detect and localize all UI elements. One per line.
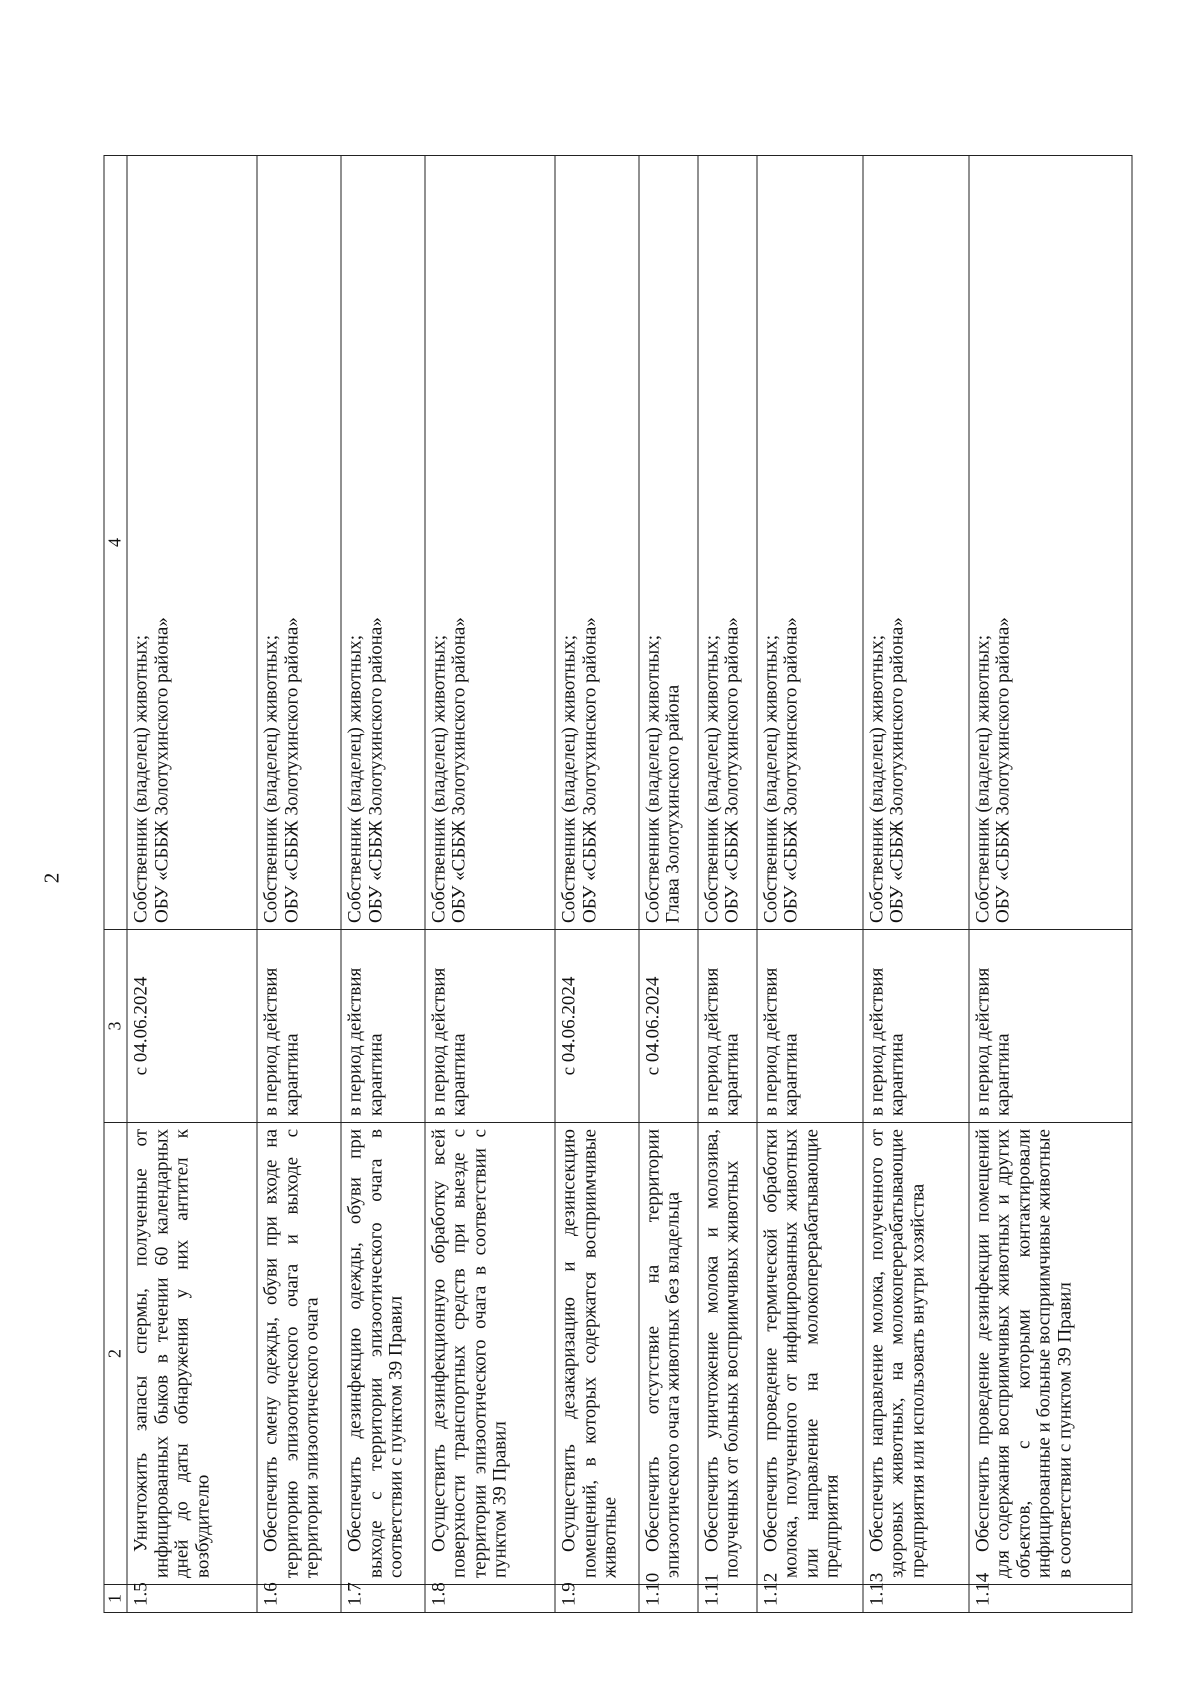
table-row — [425, 156, 555, 1613]
row-date: с 04.06.2024 — [555, 930, 639, 1123]
row-responsible — [757, 156, 863, 930]
table-row — [341, 156, 425, 1613]
row-number: 1.14 — [969, 1585, 1132, 1613]
responsible-line: Собственник (владелец) животных; — [642, 635, 664, 923]
responsible-line: Собственник (владелец) животных; — [701, 635, 723, 923]
row-action: Обеспечить проведение термической обработки молока, полученного от инфицированных животных или направление на молокоперерабатывающие предприятия — [757, 1123, 863, 1585]
row-action: Обеспечить дезинфекцию одежды, обуви при выходе с территории эпизоотического очага в соответствии с пунктом 39 Правил — [341, 1123, 425, 1585]
row-responsible — [555, 156, 639, 930]
row-responsible — [698, 156, 757, 930]
responsible-line: Собственник (владелец) животных; — [972, 635, 994, 923]
row-action: Обеспечить направление молока, полученного от здоровых животных, на молокоперерабатывающие предприятия или использовать внутри хозяйства — [863, 1123, 969, 1585]
responsible-line: ОБУ «СББЖ Золотухинского района» — [365, 617, 387, 923]
row-number: 1.11 — [698, 1585, 757, 1613]
row-responsible — [969, 156, 1132, 930]
row-date: в период действия карантина — [969, 930, 1132, 1123]
row-date: в период действия карантина — [863, 930, 969, 1123]
responsible-line: ОБУ «СББЖ Золотухинского района» — [886, 617, 908, 923]
row-date: с 04.06.2024 — [127, 930, 257, 1123]
responsible-line: Собственник (владелец) животных; — [428, 635, 450, 923]
table-row — [698, 156, 757, 1613]
row-number: 1.5 — [127, 1585, 257, 1613]
row-responsible — [341, 156, 425, 930]
row-number: 1.6 — [257, 1585, 341, 1613]
row-number: 1.9 — [555, 1585, 639, 1613]
row-action: Обеспечить отсутствие на территории эпизоотического очага животных без владельца — [639, 1123, 698, 1585]
table-row — [127, 156, 257, 1613]
row-responsible — [639, 156, 698, 930]
responsible-line: ОБУ «СББЖ Золотухинского района» — [448, 617, 470, 923]
header-col-3: 3 — [104, 930, 127, 1123]
row-responsible — [127, 156, 257, 930]
row-date: в период действия карантина — [757, 930, 863, 1123]
responsible-line: Собственник (владелец) животных; — [866, 635, 888, 923]
row-date: в период действия карантина — [698, 930, 757, 1123]
header-col-1: 1 — [104, 1585, 127, 1613]
responsible-line: Собственник (владелец) животных; — [344, 635, 366, 923]
responsible-line: Собственник (владелец) животных; — [260, 635, 282, 923]
row-action: Уничтожить запасы спермы, полученные от инфицированных быков в течении 60 календарных дней до даты обнаружения у них антител к возбудителю — [127, 1123, 257, 1585]
table-row — [757, 156, 863, 1613]
table-row — [969, 156, 1132, 1613]
header-row — [104, 156, 127, 1613]
responsible-line: ОБУ «СББЖ Золотухинского района» — [281, 617, 303, 923]
row-responsible — [257, 156, 341, 930]
row-action: Обеспечить смену одежды, обуви при входе на территорию эпизоотического очага и выходе с территории эпизоотического очага — [257, 1123, 341, 1585]
row-number: 1.12 — [757, 1585, 863, 1613]
row-responsible — [425, 156, 555, 930]
measures-table — [104, 155, 1133, 1613]
measures-table-wrapper — [104, 155, 1133, 1613]
row-action: Обеспечить уничтожение молока и молозива, полученных от больных восприимчивых животных — [698, 1123, 757, 1585]
row-action: Обеспечить проведение дезинфекции помещений для содержания восприимчивых животных и других объектов, с которыми контактировали инфицированные и больные восприимчивые животные в соответствии с пунктом 39 Правил — [969, 1123, 1132, 1585]
row-date: с 04.06.2024 — [639, 930, 698, 1123]
responsible-line: ОБУ «СББЖ Золотухинского района» — [780, 617, 802, 923]
responsible-line: ОБУ «СББЖ Золотухинского района» — [151, 617, 173, 923]
row-number: 1.10 — [639, 1585, 698, 1613]
row-action: Осуществить дезакаризацию и дезинсекцию помещений, в которых содержатся восприимчивые животные — [555, 1123, 639, 1585]
responsible-line: ОБУ «СББЖ Золотухинского района» — [579, 617, 601, 923]
row-date: в период действия карантина — [257, 930, 341, 1123]
row-number: 1.7 — [341, 1585, 425, 1613]
responsible-line: Собственник (владелец) животных; — [130, 635, 152, 923]
responsible-line: Глава Золотухинского района — [662, 684, 684, 923]
responsible-line: Собственник (владелец) животных; — [558, 635, 580, 923]
row-number: 1.8 — [425, 1585, 555, 1613]
table-row — [257, 156, 341, 1613]
row-number: 1.13 — [863, 1585, 969, 1613]
row-action: Осуществить дезинфекционную обработку всей поверхности транспортных средств при выезде с территории эпизоотического очага в соответствии с пунктом 39 Правил — [425, 1123, 555, 1585]
row-date: в период действия карантина — [341, 930, 425, 1123]
responsible-line: ОБУ «СББЖ Золотухинского района» — [721, 617, 743, 923]
table-row — [863, 156, 969, 1613]
header-col-4: 4 — [104, 156, 127, 930]
row-responsible — [863, 156, 969, 930]
header-col-2: 2 — [104, 1123, 127, 1585]
page-number: 2 — [39, 872, 64, 884]
table-row — [639, 156, 698, 1613]
responsible-line: ОБУ «СББЖ Золотухинского района» — [992, 617, 1014, 923]
table-row — [555, 156, 639, 1613]
row-date: в период действия карантина — [425, 930, 555, 1123]
responsible-line: Собственник (владелец) животных; — [760, 635, 782, 923]
